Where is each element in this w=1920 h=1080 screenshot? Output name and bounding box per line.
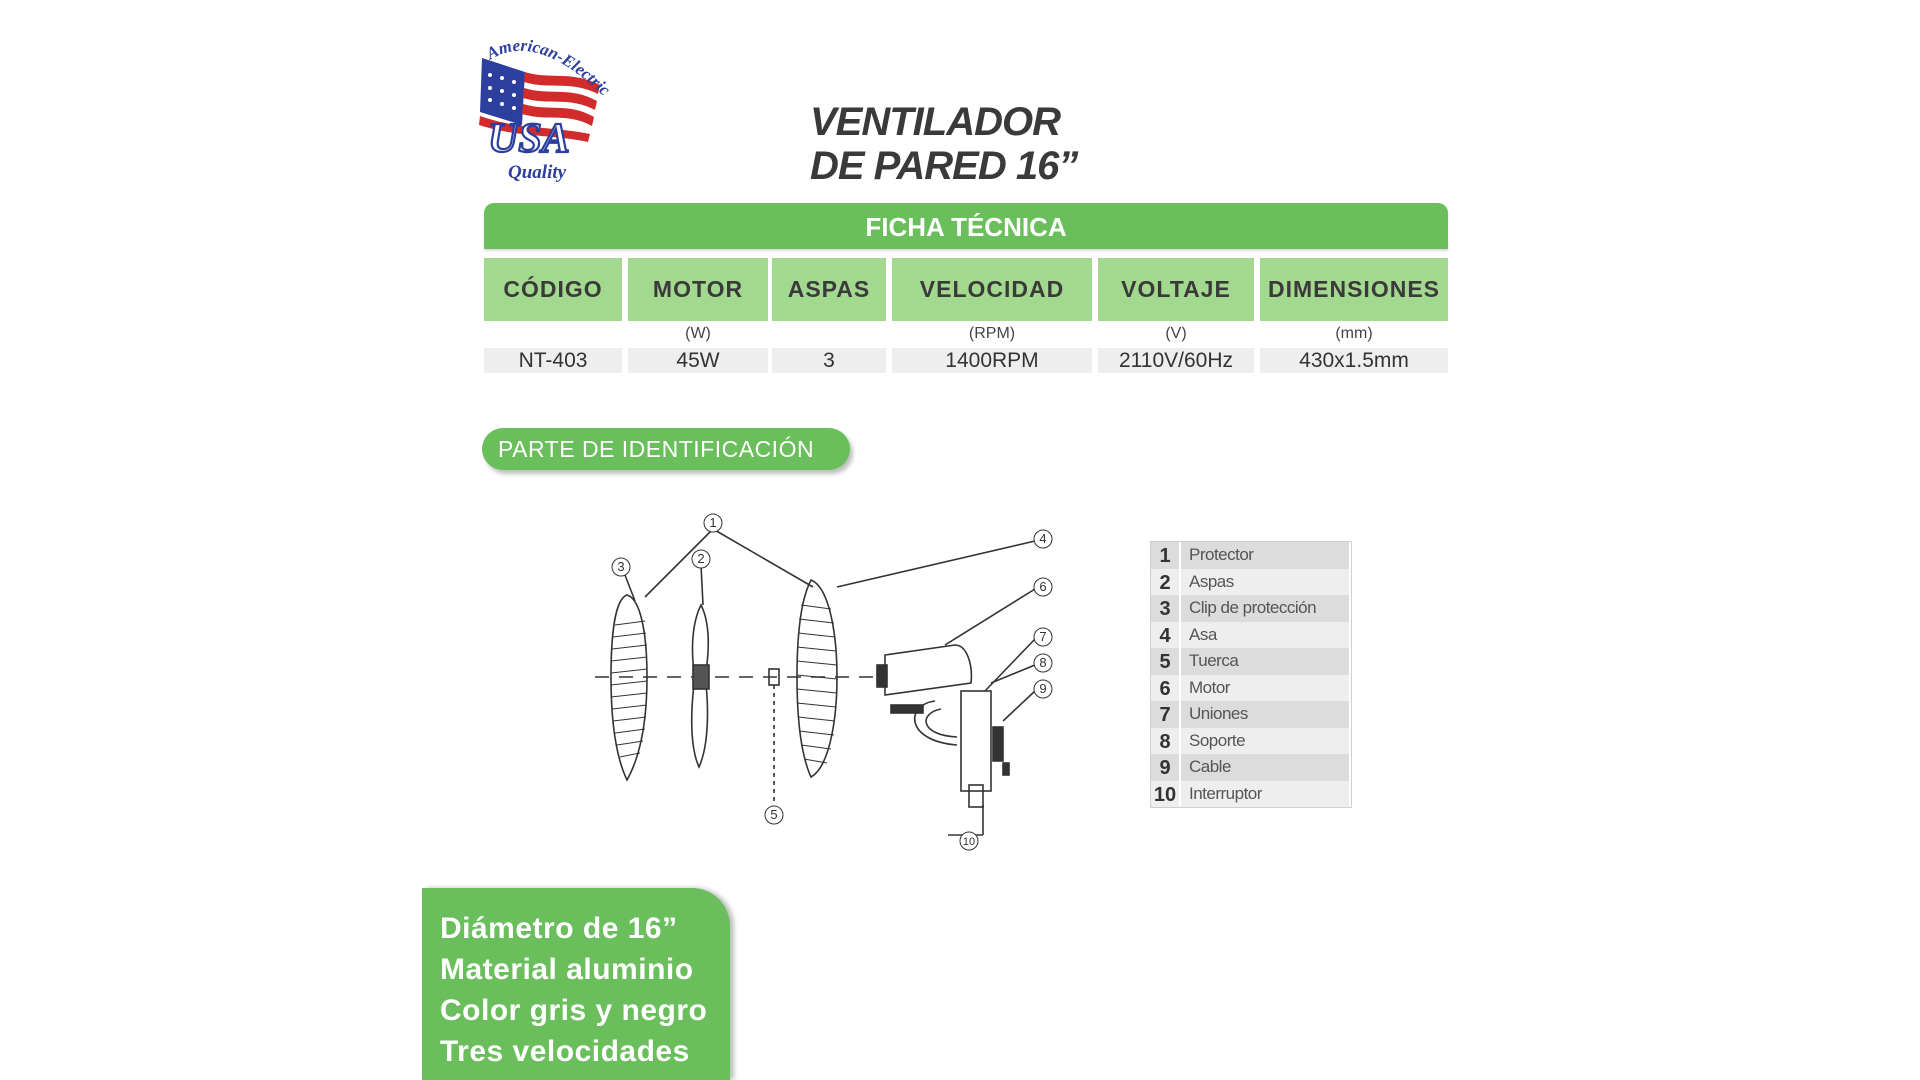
spec-header-voltaje: VOLTAJE [1098,258,1254,321]
list-item [1151,754,1351,781]
list-item [1151,622,1351,649]
part-number: 1 [1151,542,1179,569]
list-item [1151,569,1351,596]
spec-header-motor: MOTOR [628,258,768,321]
spec-value-aspas: 3 [772,348,886,373]
part-label: Clip de protección [1181,595,1349,622]
part-number: 5 [1151,648,1179,675]
part-number: 9 [1151,754,1179,781]
title-line-1: VENTILADOR [810,100,1060,144]
callout-6 [1034,578,1052,596]
part-label: Protector [1181,542,1349,569]
part-number: 8 [1151,728,1179,755]
part-label: Interruptor [1181,781,1349,808]
spec-header-codigo: CÓDIGO [484,258,622,321]
svg-text:2: 2 [697,551,705,566]
part-label: Aspas [1181,569,1349,596]
part-label: Cable [1181,754,1349,781]
svg-text:USA: USA [488,116,570,162]
page-title [810,100,1150,188]
usa-flag-logo-icon [470,30,640,190]
callout-9 [1034,680,1052,698]
spec-header-velocidad: VELOCIDAD [892,258,1092,321]
spec-value-dimensiones: 430x1.5mm [1260,348,1448,373]
spec-header-aspas: ASPAS [772,258,886,321]
svg-text:10: 10 [962,836,976,848]
part-label: Uniones [1181,701,1349,728]
part-number: 3 [1151,595,1179,622]
list-item [1151,675,1351,702]
part-label: Tuerca [1181,648,1349,675]
feature-diameter: Diámetro de 16” [440,912,678,945]
part-number: 10 [1151,781,1179,808]
list-item [1151,542,1351,569]
part-number: 7 [1151,701,1179,728]
list-item [1151,781,1351,808]
fan-parts-diagram-icon [585,505,1095,865]
part-label: Soporte [1181,728,1349,755]
callout-4 [1034,530,1052,548]
svg-text:8: 8 [1039,655,1047,670]
callout-5 [765,806,783,824]
spec-header-dimensiones: DIMENSIONES [1260,258,1448,321]
svg-text:5: 5 [770,807,778,822]
list-item [1151,595,1351,622]
spec-unit-voltaje: (V) [1165,325,1187,342]
feature-speeds: Tres velocidades [440,1035,690,1068]
title-line-2: DE PARED 16” [810,144,1078,188]
svg-text:9: 9 [1039,681,1047,696]
spec-unit-dimensiones: (mm) [1335,325,1373,342]
spec-value-voltaje: 2110V/60Hz [1098,348,1254,373]
svg-text:7: 7 [1039,629,1047,644]
svg-text:Quality: Quality [508,162,567,183]
svg-text:American-Electric: American-Electric [483,35,615,100]
list-item [1151,648,1351,675]
parte-identificacion-label: PARTE DE IDENTIFICACIÓN [482,428,850,470]
ficha-tecnica-header: FICHA TÉCNICA [484,203,1448,249]
svg-text:1: 1 [709,515,717,530]
callout-7 [1034,628,1052,646]
part-number: 2 [1151,569,1179,596]
part-number: 4 [1151,622,1179,649]
spec-value-motor: 45W [628,348,768,373]
svg-text:4: 4 [1039,531,1047,546]
features-box [422,888,730,1080]
part-label: Motor [1181,675,1349,702]
callout-2 [692,550,710,568]
spec-unit-velocidad: (RPM) [968,325,1016,342]
parts-list [1150,541,1352,808]
svg-text:3: 3 [617,559,625,574]
part-number: 6 [1151,675,1179,702]
spec-value-codigo: NT-403 [484,348,622,373]
callout-10 [960,832,978,850]
callout-8 [1034,654,1052,672]
feature-color: Color gris y negro [440,994,708,1027]
callout-1 [704,514,722,532]
list-item [1151,728,1351,755]
brand-logo [470,30,640,190]
callout-3 [612,558,630,576]
spec-unit-motor: (W) [685,325,711,342]
part-label: Asa [1181,622,1349,649]
list-item [1151,701,1351,728]
fan-exploded-diagram [585,505,1095,865]
svg-text:6: 6 [1039,579,1047,594]
spec-value-velocidad: 1400RPM [892,348,1092,373]
feature-material: Material aluminio [440,953,694,986]
